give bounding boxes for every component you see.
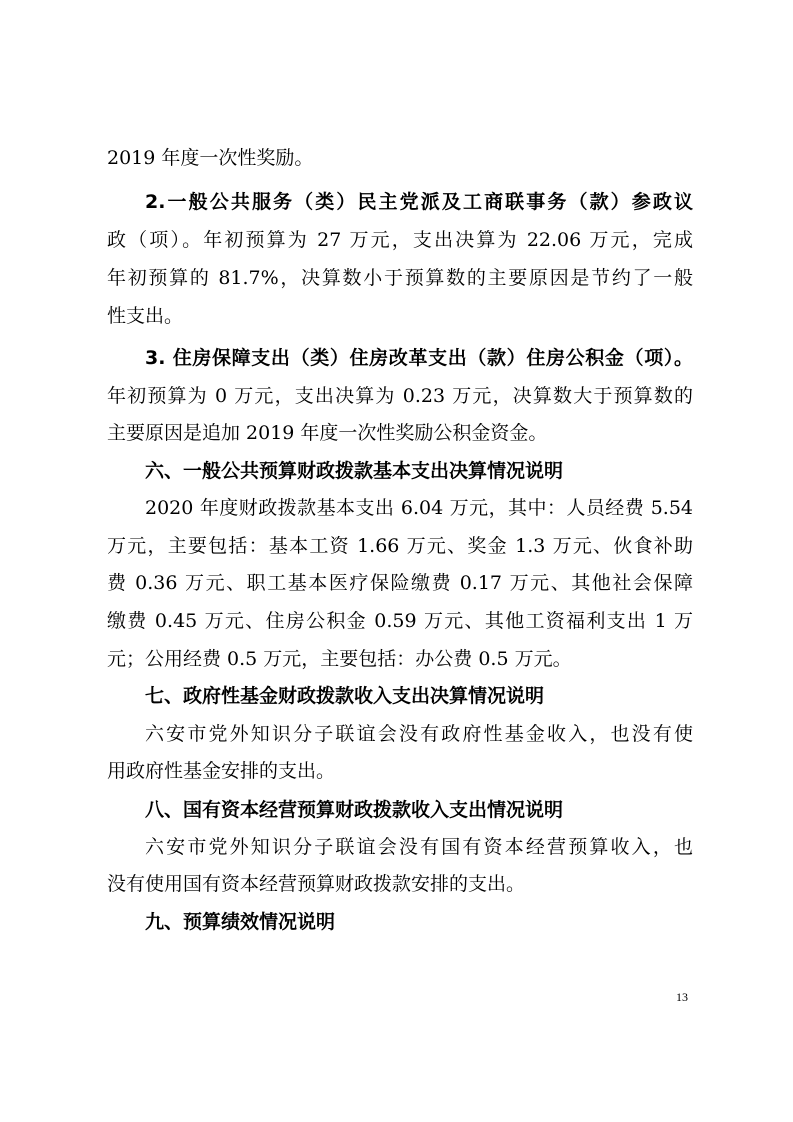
paragraph-line: 费 0.36 万元、职工基本医疗保险缴费 0.17 万元、其他社会保障 [107,572,693,594]
section-7-heading: 七、政府性基金财政拨款收入支出决算情况说明 [145,685,545,707]
paragraph-line: 性支出。 [107,305,184,327]
section-8-heading: 八、国有资本经营预算财政拨款收入支出情况说明 [145,799,564,821]
section-9-heading: 九、预算绩效情况说明 [145,911,336,933]
paragraph-line: 政（项）。年初预算为 27 万元，支出决算为 22.06 万元，完成 [107,229,693,251]
section-6-heading: 六、一般公共预算财政拨款基本支出决算情况说明 [145,460,564,482]
item-3-heading-line: 3. 住房保障支出（类）住房改革支出（款）住房公积金（项）。 [145,347,693,369]
paragraph-line: 万元，主要包括：基本工资 1.66 万元、奖金 1.3 万元、伙食补助 [107,535,693,557]
paragraph-line: 2019 年度一次性奖励。 [107,147,314,169]
paragraph-line: 用政府性基金安排的支出。 [107,760,336,782]
paragraph-line: 年初预算为 0 万元，支出决算为 0.23 万元，决算数大于预算数的 [107,385,693,407]
paragraph-line: 六安市党外知识分子联谊会没有政府性基金收入，也没有使 [145,723,693,745]
paragraph-line: 年初预算的 81.7%，决算数小于预算数的主要原因是节约了一般 [107,267,693,289]
paragraph-line: 缴费 0.45 万元、住房公积金 0.59 万元、其他工资福利支出 1 万 [107,610,693,632]
paragraph-line: 2020 年度财政拨款基本支出 6.04 万元，其中：人员经费 5.54 [145,497,693,519]
paragraph-line: 元；公用经费 0.5 万元，主要包括：办公费 0.5 万元。 [107,648,572,670]
page-number: 13 [676,990,688,1004]
paragraph-line: 六安市党外知识分子联谊会没有国有资本经营预算收入，也 [145,836,693,858]
paragraph-line: 主要原因是追加 2019 年度一次性奖励公积金资金。 [107,422,548,444]
item-2-heading-line: 2.一般公共服务（类）民主党派及工商联事务（款）参政议 [145,191,693,213]
paragraph-line: 没有使用国有资本经营预算财政拨款安排的支出。 [107,873,526,895]
